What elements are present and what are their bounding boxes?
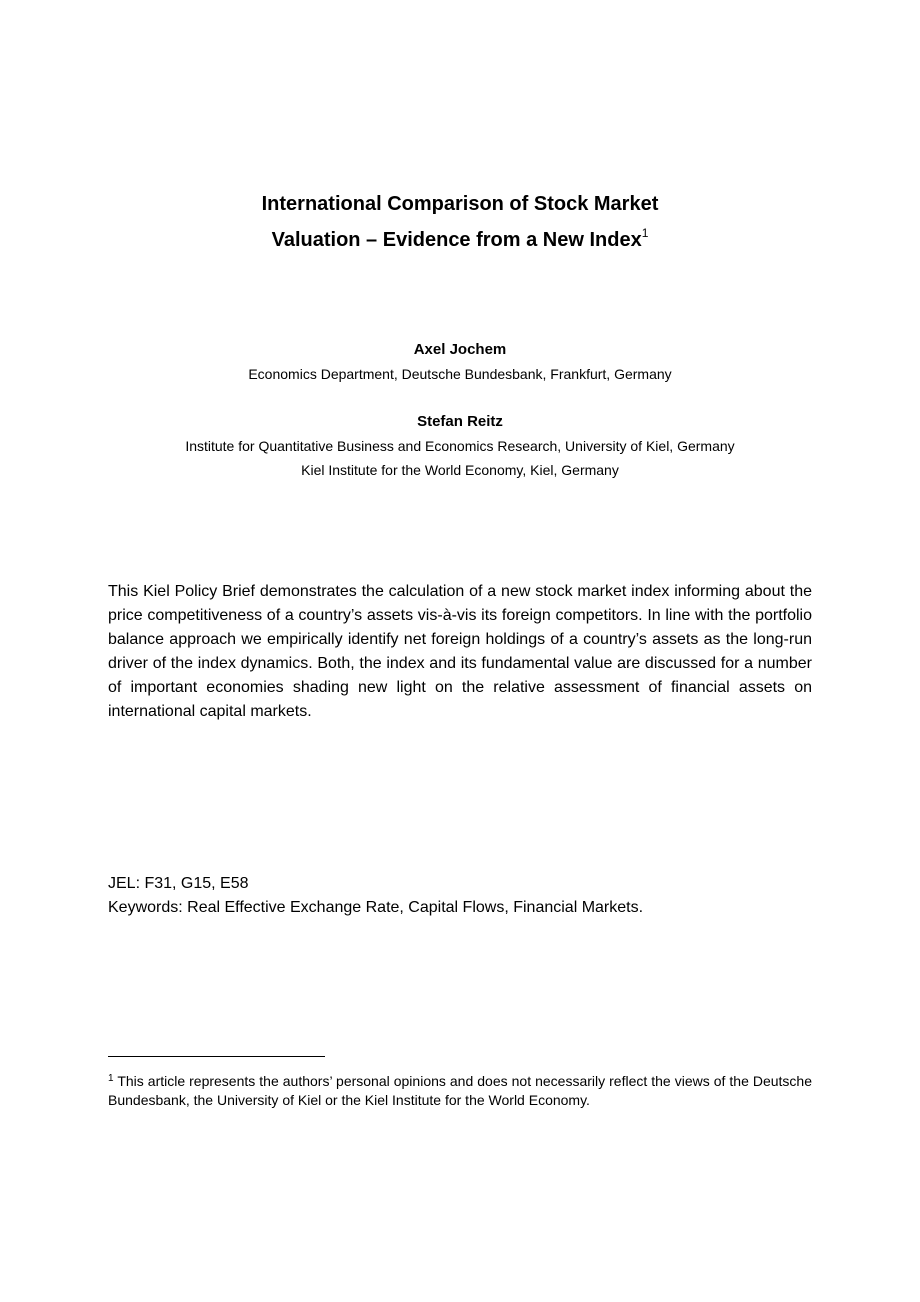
author-block-2 [0,410,920,482]
footnote [108,1072,812,1110]
footnote-divider [108,1056,325,1057]
title-line-2-text: Valuation – Evidence from a New Index [271,229,642,251]
title-footnote-marker[interactable]: 1 [641,226,649,240]
abstract-paragraph: This Kiel Policy Brief demonstrates the calculation of a new stock market index informing about the price competitiveness of a country’s assets vis-à-vis its foreign competitors. In line with the portfolio balance approach we empirically identify net foreign holdings of a country’s assets as the long-run driver of the index dynamics. Both, the index and its fundamental value are discussed for a number of important economies shading new light on the relative assessment of financial assets on international capital markets. [108,583,812,720]
title-line-2 [0,222,920,258]
paper-title [0,186,920,258]
author-block-1 [0,338,920,386]
jel-codes: JEL: F31, G15, E58 [108,875,249,892]
author-name: Axel Jochem [413,341,507,358]
classification-block [108,872,643,920]
author-affiliation: Institute for Quantitative Business and Economics Research, University of Kiel, Germany [185,438,735,454]
author-affiliation: Economics Department, Deutsche Bundesbank, Frankfurt, Germany [248,366,672,382]
keywords: Keywords: Real Effective Exchange Rate, Capital Flows, Financial Markets. [108,899,644,916]
title-line-1: International Comparison of Stock Market [261,193,659,215]
footnote-marker: 1 [108,1073,114,1084]
author-affiliation: Kiel Institute for the World Economy, Kiel, Germany [301,462,619,478]
footnote-text: This article represents the authors’ personal opinions and does not necessarily reflect the views of the Deutsche Bundesbank, the University of Kiel or the Kiel Institute for the World Economy. [108,1073,813,1108]
author-name: Stefan Reitz [417,413,503,430]
